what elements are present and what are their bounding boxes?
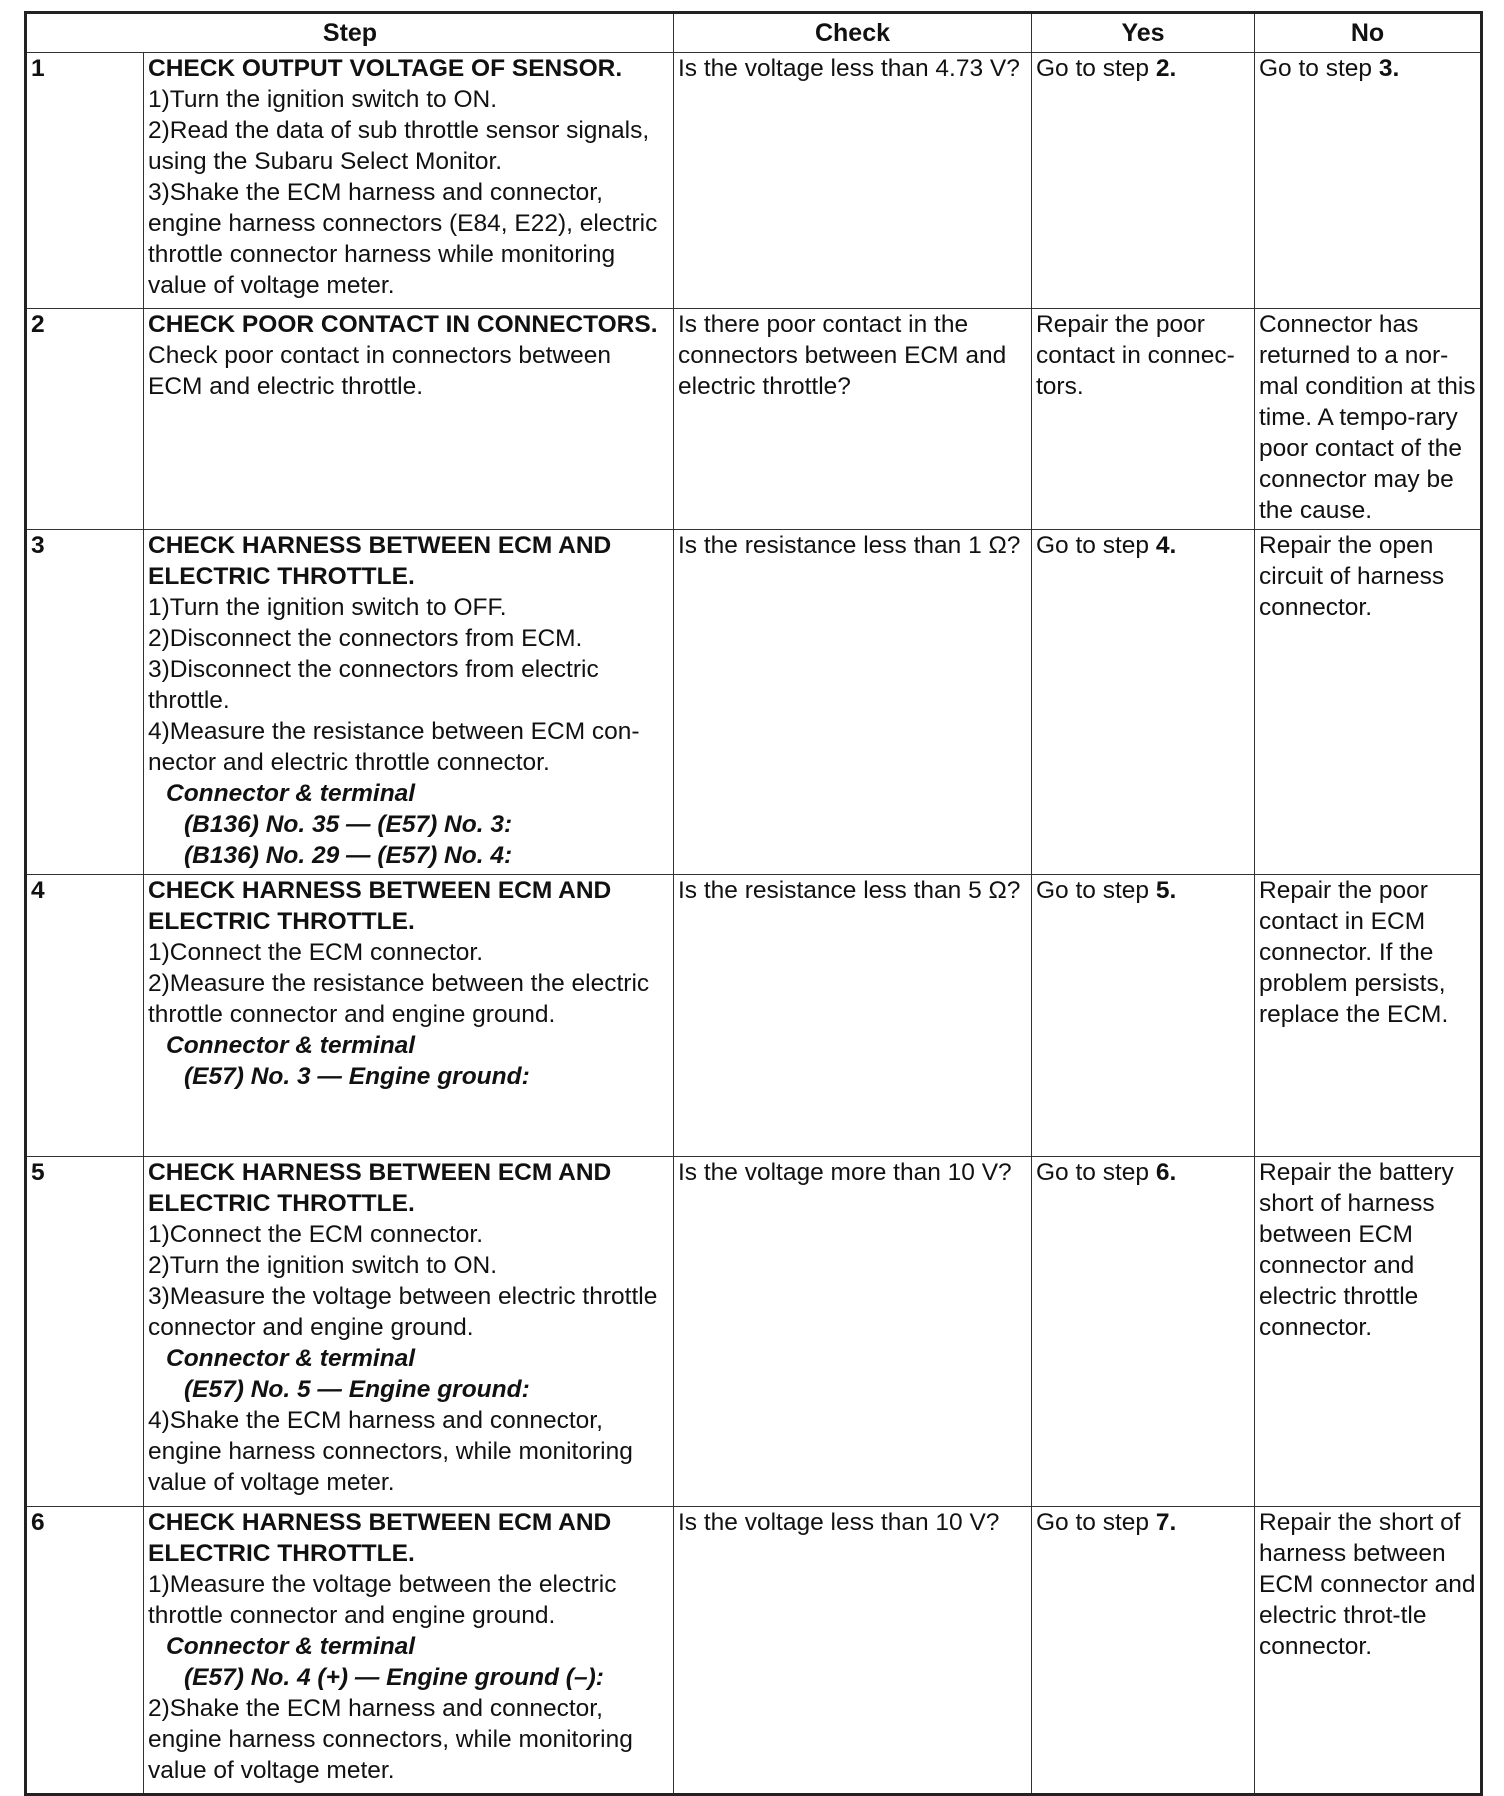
connector-terminal-spec: (B136) No. 35 — (E57) No. 3: <box>184 811 513 838</box>
step-line: 4)Measure the resistance between ECM con-nector and electric throttle connector. <box>148 718 640 776</box>
step-description <box>144 530 674 875</box>
yes-step-ref: 5. <box>1155 877 1177 904</box>
step-line: 3)Measure the voltage between electric throttle connector and engine ground. <box>148 1283 658 1341</box>
step-line: 2)Shake the ECM harness and connector, engine harness connectors, while monitoring value of voltage meter. <box>148 1695 633 1784</box>
check-cell: Is the resistance less than 5 Ω? <box>674 875 1032 1157</box>
table-row <box>26 53 1482 309</box>
yes-step-ref: 4. <box>1155 532 1177 559</box>
table-row <box>26 309 1482 530</box>
step-title: CHECK HARNESS BETWEEN ECM AND ELECTRIC THROTTLE. <box>148 532 612 590</box>
yes-text: Go to step <box>1036 877 1156 904</box>
check-cell: Is the resistance less than 1 Ω? <box>674 530 1032 875</box>
step-line: 2)Disconnect the connectors from ECM. <box>148 625 583 652</box>
yes-cell: Repair the poor contact in connec-tors. <box>1032 309 1255 530</box>
step-line: 1)Turn the ignition switch to ON. <box>148 86 498 113</box>
check-cell: Is the voltage less than 4.73 V? <box>674 53 1032 309</box>
no-cell: Repair the short of harness between ECM connector and electric throt-tle connector. <box>1255 1507 1482 1795</box>
connector-terminal-spec: (E57) No. 3 — Engine ground: <box>184 1063 530 1090</box>
no-cell: Repair the battery short of harness between ECM connector and electric throttle connector. <box>1255 1157 1482 1507</box>
step-title: CHECK HARNESS BETWEEN ECM AND ELECTRIC THROTTLE. <box>148 877 612 935</box>
yes-step-ref: 6. <box>1155 1159 1177 1186</box>
table-header-row <box>26 13 1482 53</box>
header-no: No <box>1255 13 1482 53</box>
table-row <box>26 875 1482 1157</box>
check-cell: Is the voltage less than 10 V? <box>674 1507 1032 1795</box>
step-title: CHECK OUTPUT VOLTAGE OF SENSOR. <box>148 55 623 82</box>
yes-text: Go to step <box>1036 1509 1156 1536</box>
step-line: 1)Turn the ignition switch to OFF. <box>148 594 507 621</box>
step-title: CHECK HARNESS BETWEEN ECM AND ELECTRIC THROTTLE. <box>148 1159 612 1217</box>
step-title: CHECK HARNESS BETWEEN ECM AND ELECTRIC THROTTLE. <box>148 1509 612 1567</box>
step-line: 1)Measure the voltage between the electric throttle connector and engine ground. <box>148 1571 617 1629</box>
connector-terminal-spec: (E57) No. 5 — Engine ground: <box>184 1376 530 1403</box>
connector-terminal-heading: Connector & terminal <box>166 1633 416 1660</box>
step-line: 3)Shake the ECM harness and connector, engine harness connectors (E84, E22), electric throttle connector harness while monitoring value of voltage meter. <box>148 179 658 299</box>
no-step-ref: 3. <box>1378 55 1400 82</box>
yes-text: Go to step <box>1036 1159 1156 1186</box>
step-description <box>144 875 674 1157</box>
header-step: Step <box>26 13 674 53</box>
step-number: 1 <box>26 53 144 309</box>
connector-terminal-heading: Connector & terminal <box>166 780 416 807</box>
step-line: 2)Read the data of sub throttle sensor signals, using the Subaru Select Monitor. <box>148 117 650 175</box>
connector-terminal-spec: (B136) No. 29 — (E57) No. 4: <box>184 842 513 869</box>
step-line: 2)Measure the resistance between the electric throttle connector and engine ground. <box>148 970 650 1028</box>
step-description <box>144 53 674 309</box>
connector-terminal-heading: Connector & terminal <box>166 1345 416 1372</box>
yes-step-ref: 2. <box>1155 55 1177 82</box>
no-cell: Repair the poor contact in ECM connector. If the problem persists, replace the ECM. <box>1255 875 1482 1157</box>
yes-cell <box>1032 875 1255 1157</box>
step-number: 3 <box>26 530 144 875</box>
step-number: 5 <box>26 1157 144 1507</box>
step-line: 4)Shake the ECM harness and connector, engine harness connectors, while monitoring value of voltage meter. <box>148 1407 633 1496</box>
step-description <box>144 1157 674 1507</box>
no-text: Go to step <box>1259 55 1379 82</box>
header-check: Check <box>674 13 1032 53</box>
step-line: Check poor contact in connectors between ECM and electric throttle. <box>148 342 612 400</box>
no-cell: Repair the open circuit of harness connector. <box>1255 530 1482 875</box>
check-cell: Is there poor contact in the connectors between ECM and electric throttle? <box>674 309 1032 530</box>
diagnostic-table <box>24 11 1483 1796</box>
step-description <box>144 1507 674 1795</box>
yes-step-ref: 7. <box>1155 1509 1177 1536</box>
header-yes: Yes <box>1032 13 1255 53</box>
table-row <box>26 1507 1482 1795</box>
connector-terminal-heading: Connector & terminal <box>166 1032 416 1059</box>
yes-cell <box>1032 530 1255 875</box>
yes-text: Go to step <box>1036 532 1156 559</box>
step-number: 4 <box>26 875 144 1157</box>
connector-terminal-spec: (E57) No. 4 (+) — Engine ground (–): <box>184 1664 604 1691</box>
yes-text: Go to step <box>1036 55 1156 82</box>
step-line: 1)Connect the ECM connector. <box>148 1221 484 1248</box>
no-cell <box>1255 53 1482 309</box>
step-description <box>144 309 674 530</box>
step-line: 1)Connect the ECM connector. <box>148 939 484 966</box>
yes-cell <box>1032 53 1255 309</box>
check-cell: Is the voltage more than 10 V? <box>674 1157 1032 1507</box>
step-line: 2)Turn the ignition switch to ON. <box>148 1252 498 1279</box>
no-cell: Connector has returned to a nor-mal condition at this time. A tempo-rary poor contact of the connector may be the cause. <box>1255 309 1482 530</box>
yes-cell <box>1032 1157 1255 1507</box>
step-title: CHECK POOR CONTACT IN CONNECTORS. <box>148 311 658 338</box>
step-line: 3)Disconnect the connectors from electric throttle. <box>148 656 599 714</box>
table-row <box>26 1157 1482 1507</box>
step-number: 6 <box>26 1507 144 1795</box>
table-row <box>26 530 1482 875</box>
yes-cell <box>1032 1507 1255 1795</box>
step-number: 2 <box>26 309 144 530</box>
